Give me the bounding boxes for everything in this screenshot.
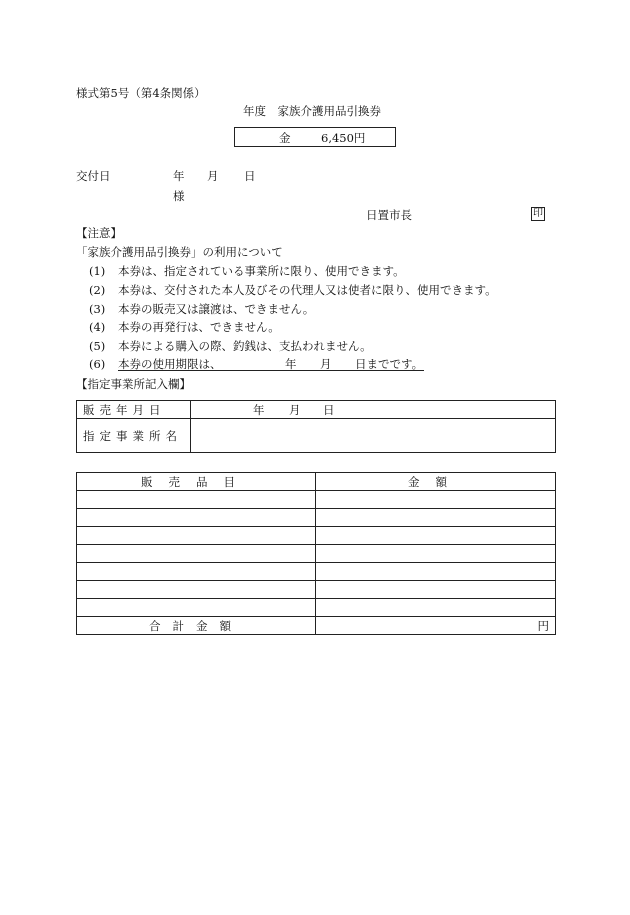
- note-text: 本券の販売又は譲渡は、できません。: [118, 302, 315, 316]
- expiry-month: 月: [320, 357, 332, 371]
- business-name-label: 指定事業所名: [77, 419, 191, 453]
- amount-cell[interactable]: [316, 563, 556, 581]
- issue-day: 日: [244, 169, 256, 183]
- item-cell[interactable]: [77, 545, 316, 563]
- business-info-table: [76, 400, 556, 453]
- expiry-day-suffix: 日までです。: [355, 357, 424, 371]
- item-cell[interactable]: [77, 599, 316, 617]
- notes-intro: 「家族介護用品引換券」の利用について: [76, 245, 283, 259]
- note-number: (3): [89, 302, 106, 316]
- sale-date-year: 年: [253, 402, 265, 417]
- addressee-suffix: 様: [173, 189, 185, 203]
- table-row: [77, 599, 556, 617]
- business-section-heading: 【指定事業所記入欄】: [76, 377, 191, 391]
- total-unit: 円: [537, 618, 549, 633]
- table-row: [77, 563, 556, 581]
- notes-heading: 【注意】: [76, 226, 122, 240]
- amount-header: [316, 473, 556, 491]
- table-row: [77, 527, 556, 545]
- amount-cell[interactable]: [316, 581, 556, 599]
- note-number: (1): [89, 264, 106, 278]
- item-cell[interactable]: [77, 509, 316, 527]
- form-title: 年度 家族介護用品引換券: [243, 104, 381, 118]
- items-table: [76, 472, 556, 635]
- seal-mark: 印: [533, 208, 543, 219]
- table-row: [77, 581, 556, 599]
- note-text: 本券の再発行は、できません。: [118, 320, 280, 334]
- business-name-field[interactable]: [191, 419, 556, 453]
- item-header: [77, 473, 316, 491]
- note-number: (4): [89, 320, 106, 334]
- expiry-text: 本券の使用期限は、: [118, 357, 222, 371]
- items-header-row: [77, 473, 556, 491]
- table-row: [77, 545, 556, 563]
- sale-date-day: 日: [323, 402, 335, 417]
- amount-cell[interactable]: [316, 545, 556, 563]
- note-text: 本券による購入の際、釣銭は、支払われません。: [118, 339, 372, 353]
- table-row: [77, 491, 556, 509]
- sale-date-label: 販売年月日: [77, 401, 191, 419]
- amount-label: 金: [279, 131, 291, 145]
- note-number: (6): [89, 357, 106, 371]
- note-number: (5): [89, 339, 106, 353]
- total-label: 合計金額: [149, 618, 243, 633]
- note-number: (2): [89, 283, 106, 297]
- sale-date-month: 月: [289, 402, 301, 417]
- amount-cell[interactable]: [316, 527, 556, 545]
- sale-date-row: [77, 401, 556, 419]
- business-name-row: [77, 419, 556, 453]
- amount-cell[interactable]: [316, 599, 556, 617]
- sale-date-field[interactable]: [191, 401, 556, 419]
- issue-month: 月: [207, 169, 219, 183]
- item-header-label: 販売品目: [141, 474, 251, 489]
- item-cell[interactable]: [77, 491, 316, 509]
- total-row: [77, 617, 556, 635]
- issuer-name: 日置市長: [366, 208, 412, 222]
- amount-cell[interactable]: [316, 491, 556, 509]
- item-cell[interactable]: [77, 563, 316, 581]
- form-number: 様式第5号（第4条関係）: [76, 86, 206, 100]
- amount-value: 6,450円: [321, 131, 366, 145]
- total-amount-cell[interactable]: [316, 617, 556, 635]
- item-cell[interactable]: [77, 527, 316, 545]
- table-row: [77, 509, 556, 527]
- amount-box: [234, 127, 396, 147]
- expiry-year: 年: [285, 357, 297, 371]
- note-text: 本券は、交付された本人及びその代理人又は使者に限り、使用できます。: [118, 283, 497, 297]
- issue-date-label: 交付日: [76, 169, 111, 183]
- total-label-cell: [77, 617, 316, 635]
- issue-year: 年: [173, 169, 185, 183]
- amount-cell[interactable]: [316, 509, 556, 527]
- item-cell[interactable]: [77, 581, 316, 599]
- note-text: 本券は、指定されている事業所に限り、使用できます。: [118, 264, 405, 278]
- amount-header-label: 金額: [408, 474, 463, 489]
- expiry-underline: [118, 370, 424, 371]
